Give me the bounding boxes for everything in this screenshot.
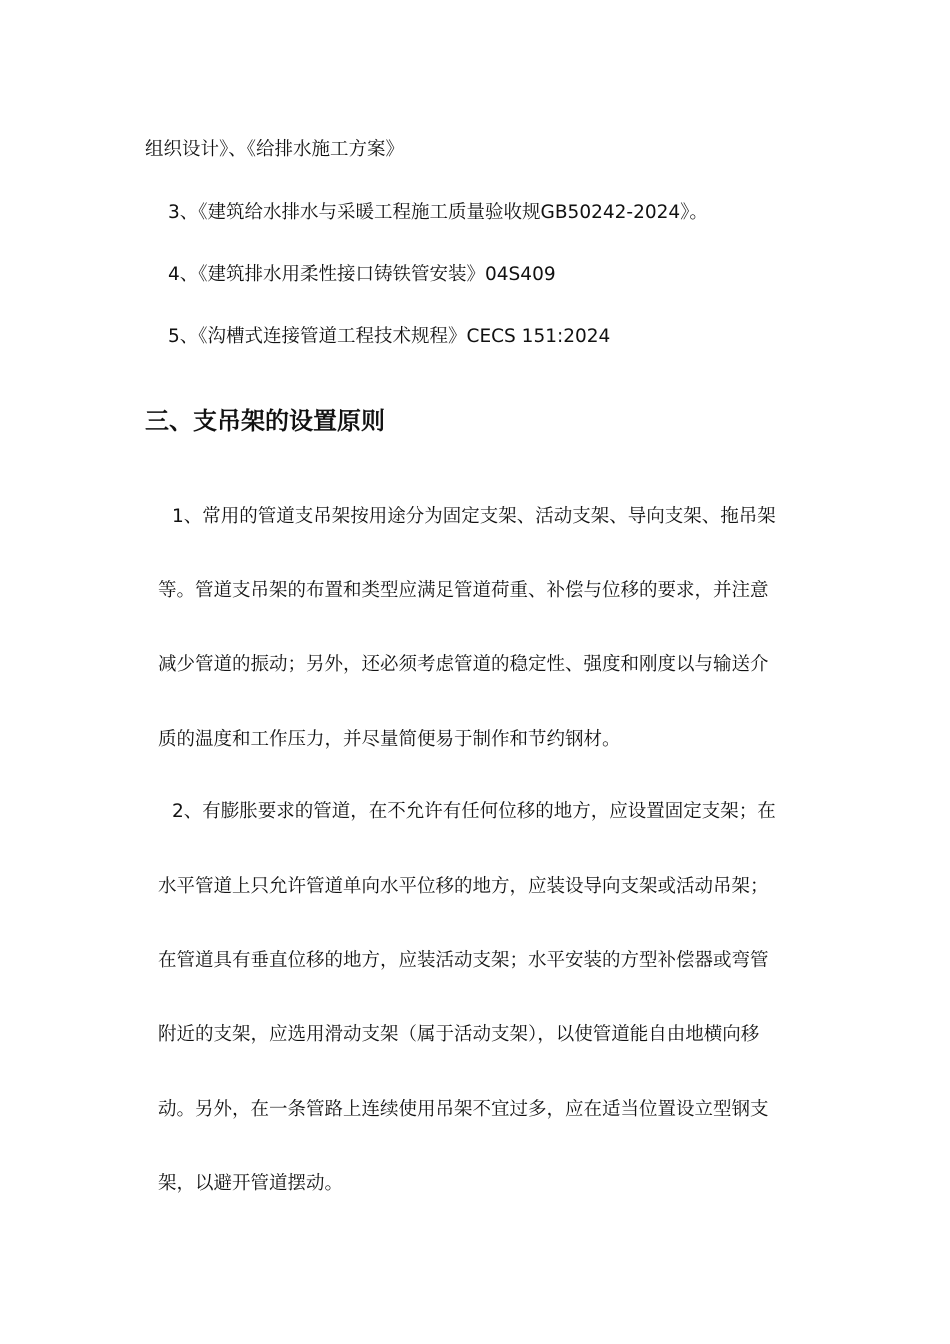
paragraph-line: 减少管道的振动；另外，还必须考虑管道的稳定性、强度和刚度以与输送介 [158,654,769,675]
paragraph-line: 附近的支架，应选用滑动支架（属于活动支架），以使管道能自由地横向移 [158,1024,760,1045]
intro-tail-text: 组织设计》、《给排水施工方案》 [145,139,405,160]
reference-item: 3、《建筑给水排水与采暖工程施工质量验收规GB50242-2024》。 [168,202,708,223]
reference-item: 4、《建筑排水用柔性接口铸铁管安装》04S409 [168,264,556,285]
paragraph-line: 在管道具有垂直位移的地方，应装活动支架；水平安装的方型补偿器或弯管 [158,950,769,971]
paragraph-line: 架，以避开管道摆动。 [158,1173,344,1194]
reference-item: 5、《沟槽式连接管道工程技术规程》CECS 151:2024 [168,326,611,347]
section-heading: 三、支吊架的设置原则 [145,407,385,435]
paragraph-line: 动。另外，在一条管路上连续使用吊架不宜过多，应在适当位置设立型钢支 [158,1099,769,1120]
paragraph-line: 2、有膨胀要求的管道，在不允许有任何位移的地方，应设置固定支架；在 [172,801,776,822]
paragraph-line: 质的温度和工作压力，并尽量简便易于制作和节约钢材。 [158,729,621,750]
paragraph-line: 等。管道支吊架的布置和类型应满足管道荷重、补偿与位移的要求，并注意 [158,580,769,601]
paragraph-line: 水平管道上只允许管道单向水平位移的地方，应装设导向支架或活动吊架； [158,876,769,897]
paragraph-line: 1、常用的管道支吊架按用途分为固定支架、活动支架、导向支架、拖吊架 [172,506,776,527]
